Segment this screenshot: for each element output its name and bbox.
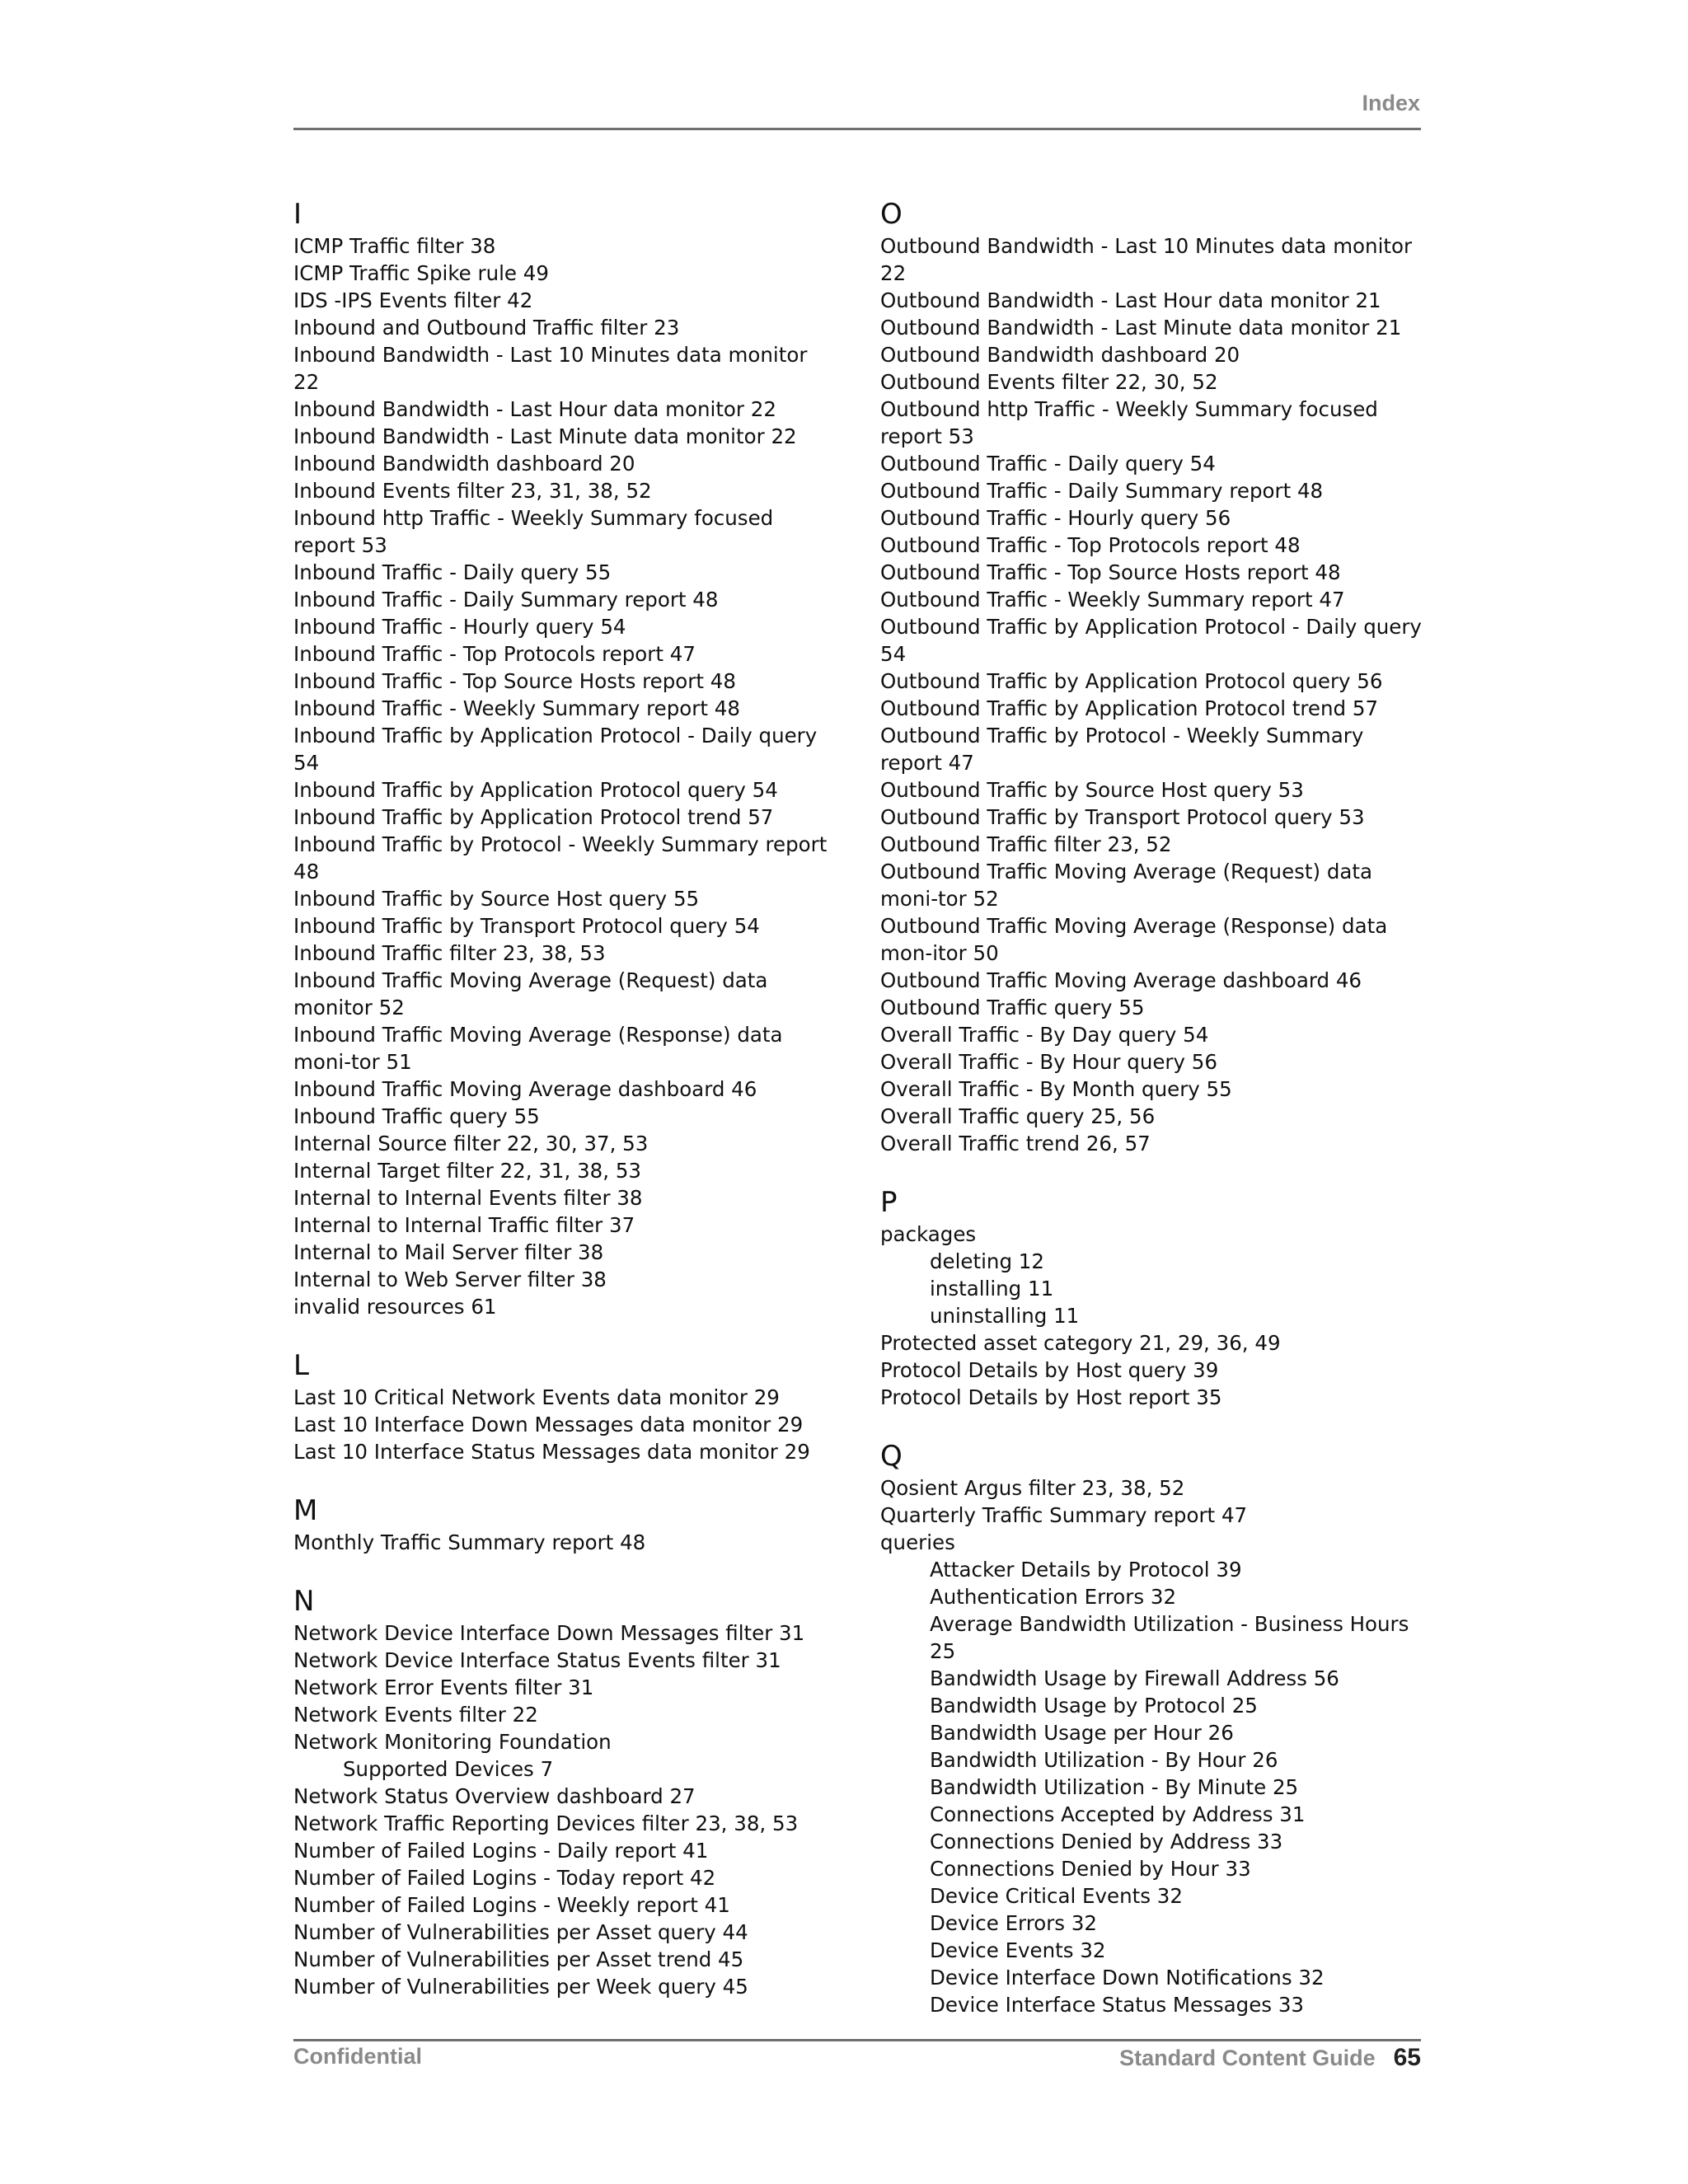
section-letter: L [293, 1349, 309, 1382]
index-entry: Qosient Argus filter 23, 38, 52 [880, 1476, 1185, 1500]
index-entry: Outbound Bandwidth - Last Minute data monitor 21 [880, 316, 1402, 340]
index-entry: Inbound Traffic - Top Protocols report 47 [293, 642, 696, 666]
index-entry: Internal to Internal Events filter 38 [293, 1186, 643, 1210]
index-entry: Inbound Traffic by Application Protocol query 54 [293, 778, 778, 802]
index-entry: Inbound Traffic query 55 [293, 1104, 540, 1128]
index-entry: Inbound Bandwidth - Last Minute data monitor 22 [293, 424, 797, 448]
index-section [293, 1493, 837, 1556]
index-entry: Outbound Bandwidth - Last Hour data monitor 21 [880, 288, 1381, 312]
index-entry: Outbound Traffic by Application Protocol - Daily query 54 [880, 615, 1422, 666]
footer-guide-title: Standard Content Guide [1119, 2046, 1376, 2070]
index-entry: Network Status Overview dashboard 27 [293, 1784, 696, 1808]
index-subentry: Bandwidth Usage by Protocol 25 [930, 1694, 1258, 1718]
index-entry: Outbound Events filter 22, 30, 52 [880, 370, 1218, 394]
index-subentry: deleting 12 [930, 1249, 1044, 1273]
index-entry: Inbound Traffic by Protocol - Weekly Summary report 48 [293, 832, 828, 883]
section-letter: M [293, 1494, 318, 1527]
index-entry: Number of Failed Logins - Today report 42 [293, 1866, 716, 1890]
index-entry: Outbound Traffic by Source Host query 53 [880, 778, 1304, 802]
index-entry: Inbound Bandwidth - Last Hour data monitor 22 [293, 397, 776, 421]
index-entry: Outbound Bandwidth dashboard 20 [880, 343, 1240, 367]
index-entry: invalid resources 61 [293, 1295, 497, 1319]
index-entry: Outbound Traffic - Top Source Hosts report 48 [880, 560, 1341, 584]
index-subentry: Connections Denied by Address 33 [930, 1830, 1283, 1854]
index-entry: Protocol Details by Host report 35 [880, 1385, 1222, 1409]
index-entry: IDS -IPS Events filter 42 [293, 288, 533, 312]
index-entry: Network Device Interface Down Messages filter 31 [293, 1621, 805, 1645]
section-letter: N [293, 1585, 315, 1618]
index-entry: Monthly Traffic Summary report 48 [293, 1530, 646, 1554]
index-entry: Outbound Traffic Moving Average dashboard 46 [880, 968, 1362, 992]
index-subentry: Device Interface Status Messages 33 [930, 1993, 1305, 2017]
index-entry: Inbound Traffic Moving Average dashboard 46 [293, 1077, 757, 1101]
index-subentry: Bandwidth Utilization - By Hour 26 [930, 1748, 1278, 1772]
index-entry: Inbound Bandwidth - Last 10 Minutes data monitor 22 [293, 343, 808, 394]
index-section [293, 196, 837, 1320]
index-column-left [293, 191, 837, 2027]
index-subentry: Connections Accepted by Address 31 [930, 1802, 1306, 1826]
index-subentry: Device Interface Down Notifications 32 [930, 1966, 1325, 1990]
section-letter: P [880, 1186, 898, 1219]
index-entry: Last 10 Interface Status Messages data monitor 29 [293, 1440, 810, 1464]
index-subentry: uninstalling 11 [930, 1304, 1080, 1328]
index-entry: Network Events filter 22 [293, 1703, 538, 1727]
index-entry: Inbound Bandwidth dashboard 20 [293, 452, 635, 476]
index-entry: Network Device Interface Status Events filter 31 [293, 1648, 781, 1672]
index-section [293, 1347, 837, 1465]
index-entry: Number of Vulnerabilities per Week query 45 [293, 1975, 748, 1999]
index-entry: Outbound Bandwidth - Last 10 Minutes data monitor 22 [880, 234, 1413, 285]
index-entry: ICMP Traffic filter 38 [293, 234, 496, 258]
index-entry: packages [880, 1222, 977, 1246]
index-entry: Outbound Traffic - Daily Summary report 48 [880, 479, 1324, 503]
index-column-right [880, 191, 1424, 2046]
index-entry: Inbound http Traffic - Weekly Summary focused report 53 [293, 506, 774, 557]
index-subentry: Device Events 32 [930, 1938, 1106, 1962]
index-entry: Outbound Traffic - Top Protocols report 48 [880, 533, 1301, 557]
index-entry: Overall Traffic - By Hour query 56 [880, 1050, 1217, 1074]
index-entry: Network Monitoring Foundation [293, 1730, 612, 1754]
index-entry: Overall Traffic query 25, 56 [880, 1104, 1156, 1128]
index-entry: Protocol Details by Host query 39 [880, 1358, 1219, 1382]
index-subentry: Bandwidth Usage by Firewall Address 56 [930, 1666, 1339, 1690]
index-entry: Number of Vulnerabilities per Asset query 44 [293, 1920, 748, 1944]
footer-right [1119, 2044, 1421, 2072]
index-subentry: Device Errors 32 [930, 1911, 1098, 1935]
index-entry: Number of Vulnerabilities per Asset trend 45 [293, 1947, 744, 1971]
index-subentry: Connections Denied by Hour 33 [930, 1857, 1251, 1881]
index-entry: Outbound Traffic - Daily query 54 [880, 452, 1216, 476]
index-section [293, 1583, 837, 2000]
index-entry: Inbound Traffic by Source Host query 55 [293, 887, 700, 911]
index-entry: Outbound Traffic Moving Average (Request) data moni-tor 52 [880, 860, 1373, 911]
index-entry: Inbound Traffic Moving Average (Response) data moni-tor 51 [293, 1023, 783, 1074]
index-entry: Network Error Events filter 31 [293, 1675, 594, 1699]
index-entry: Outbound Traffic by Application Protocol query 56 [880, 669, 1383, 693]
index-entry: Outbound Traffic filter 23, 52 [880, 832, 1172, 856]
index-entry: Internal to Internal Traffic filter 37 [293, 1213, 635, 1237]
index-subentry: Attacker Details by Protocol 39 [930, 1558, 1242, 1582]
index-entry: Internal to Web Server filter 38 [293, 1268, 607, 1291]
index-entry: Inbound Traffic - Top Source Hosts report 48 [293, 669, 736, 693]
section-letter: I [293, 198, 302, 231]
index-entry: Outbound Traffic Moving Average (Response) data mon-itor 50 [880, 914, 1388, 965]
index-entry: Inbound Traffic - Daily query 55 [293, 560, 612, 584]
index-section [880, 1438, 1424, 2018]
index-entry: Network Traffic Reporting Devices filter 23, 38, 53 [293, 1811, 799, 1835]
index-entry: Outbound Traffic by Transport Protocol query 53 [880, 805, 1365, 829]
index-subentry: Bandwidth Usage per Hour 26 [930, 1721, 1234, 1745]
index-entry: ICMP Traffic Spike rule 49 [293, 261, 549, 285]
index-subentry: Authentication Errors 32 [930, 1585, 1177, 1609]
index-section [880, 196, 1424, 1157]
index-entry: Inbound Traffic by Application Protocol trend 57 [293, 805, 774, 829]
index-entry: Inbound Events filter 23, 31, 38, 52 [293, 479, 652, 503]
index-entry: Number of Failed Logins - Weekly report 41 [293, 1893, 730, 1917]
page-number: 65 [1393, 2044, 1421, 2071]
index-entry: Inbound and Outbound Traffic filter 23 [293, 316, 680, 340]
running-header-title: Index [1362, 91, 1420, 115]
index-entry: Overall Traffic trend 26, 57 [880, 1132, 1151, 1155]
index-entry: Inbound Traffic Moving Average (Request) data monitor 52 [293, 968, 768, 1019]
index-subentry: Device Critical Events 32 [930, 1884, 1183, 1908]
index-entry: Inbound Traffic by Transport Protocol query 54 [293, 914, 760, 938]
index-subentry: Average Bandwidth Utilization - Business Hours 25 [930, 1612, 1409, 1663]
index-entry: Outbound Traffic by Application Protocol trend 57 [880, 696, 1379, 720]
index-entry: Inbound Traffic filter 23, 38, 53 [293, 941, 606, 965]
index-entry: Internal Target filter 22, 31, 38, 53 [293, 1159, 642, 1183]
section-letter: Q [880, 1440, 903, 1473]
index-entry: Outbound http Traffic - Weekly Summary focused report 53 [880, 397, 1378, 448]
index-section [880, 1184, 1424, 1411]
index-entry: Overall Traffic - By Month query 55 [880, 1077, 1232, 1101]
index-entry: Last 10 Interface Down Messages data monitor 29 [293, 1413, 804, 1436]
index-entry: Quarterly Traffic Summary report 47 [880, 1503, 1248, 1527]
footer-rule [293, 2039, 1421, 2041]
index-entry: Internal to Mail Server filter 38 [293, 1240, 604, 1264]
index-entry: Outbound Traffic query 55 [880, 996, 1145, 1019]
index-subentry: Supported Devices 7 [343, 1757, 554, 1781]
header-rule [293, 128, 1421, 130]
index-entry: Overall Traffic - By Day query 54 [880, 1023, 1209, 1047]
index-entry: queries [880, 1530, 955, 1554]
index-entry: Outbound Traffic - Hourly query 56 [880, 506, 1231, 530]
index-entry: Number of Failed Logins - Daily report 41 [293, 1839, 709, 1863]
index-entry: Last 10 Critical Network Events data monitor 29 [293, 1385, 780, 1409]
index-entry: Protected asset category 21, 29, 36, 49 [880, 1331, 1281, 1355]
index-entry: Outbound Traffic - Weekly Summary report 47 [880, 588, 1345, 612]
index-entry: Inbound Traffic - Weekly Summary report 48 [293, 696, 740, 720]
index-entry: Inbound Traffic - Daily Summary report 48 [293, 588, 719, 612]
index-subentry: installing 11 [930, 1277, 1054, 1301]
index-subentry: Bandwidth Utilization - By Minute 25 [930, 1775, 1299, 1799]
footer-confidential: Confidential [293, 2044, 422, 2069]
index-entry: Inbound Traffic - Hourly query 54 [293, 615, 626, 639]
index-entry: Internal Source filter 22, 30, 37, 53 [293, 1132, 649, 1155]
index-entry: Outbound Traffic by Protocol - Weekly Summary report 47 [880, 724, 1364, 775]
section-letter: O [880, 198, 903, 231]
index-entry: Inbound Traffic by Application Protocol - Daily query 54 [293, 724, 818, 775]
